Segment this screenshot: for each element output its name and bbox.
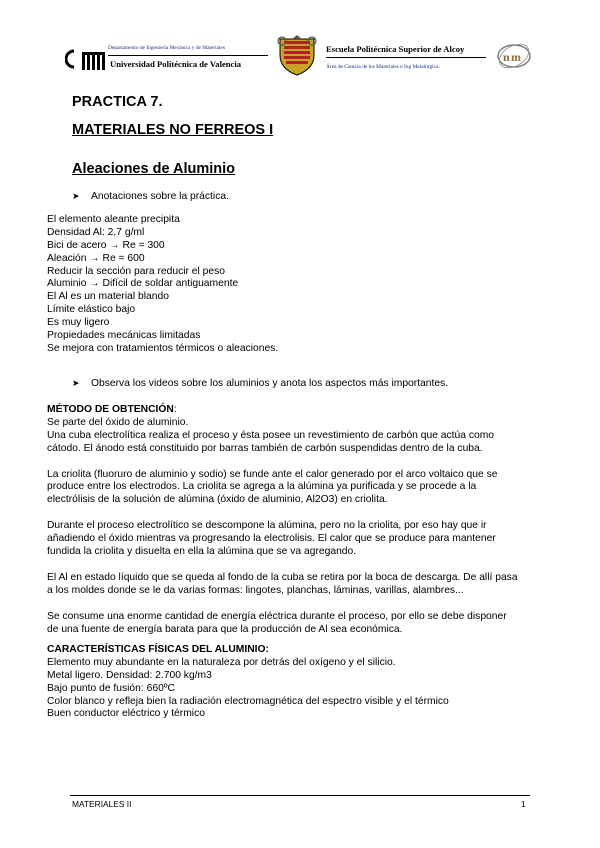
note-line: Bici de acero → Re = 300 xyxy=(47,239,165,251)
note-line: Límite elástico bajo xyxy=(47,304,136,316)
method-paragraph xyxy=(47,469,518,508)
method-line: cátodo. El ánodo está constituido por barras también de carbón suspendidas dentro de la cuba. xyxy=(47,442,483,454)
arrow-bullet-icon: ➤ xyxy=(72,378,80,388)
svg-text:n: n xyxy=(503,50,510,64)
svg-text:m: m xyxy=(511,50,521,64)
physical-line: Metal ligero. Densidad: 2.700 kg/m3 xyxy=(47,669,212,681)
method-line: Una cuba electrolítica realiza el proceso y ésta posee un revestimiento de carbón que actúa como xyxy=(47,429,495,441)
method-section xyxy=(47,404,518,636)
method-heading-colon: : xyxy=(173,404,177,415)
header-left-rule xyxy=(108,55,268,56)
note-line: El elemento aleante precipita xyxy=(47,214,180,225)
physical-line: Bajo punto de fusión: 660ºC xyxy=(47,682,175,694)
method-heading-text: MÉTODO DE OBTENCIÓN xyxy=(47,404,174,415)
method-line: El Al en estado líquido que se queda al fondo de la cuba se retira por la boca de descarga. De allí pasa xyxy=(47,571,518,583)
note-line: Es muy ligero xyxy=(47,317,110,329)
method-line: produce entre los electrodos. La criolita se agrega a la alúmina ya purificada y se procede a la xyxy=(47,481,477,493)
practice-subtitle: MATERIALES NO FERREOS I xyxy=(72,122,274,138)
cim-logo-icon xyxy=(65,46,109,72)
method-line: Durante el proceso electrolítico se descompone la alúmina, pero no la criolita, por eso hay que ir xyxy=(47,520,487,532)
method-line: añadiendo el óxido mientras va progresando la electrolisis. El calor que se produce para mantener xyxy=(47,533,496,545)
method-paragraph xyxy=(47,417,518,456)
university-shield-icon xyxy=(274,33,320,77)
physical-line: Buen conductor eléctrico y térmico xyxy=(47,708,205,720)
method-line: fundida la criolita y disuelta en ella la alúmina que se va agregando. xyxy=(47,546,357,558)
bullet-annotations xyxy=(72,191,229,202)
bullet-videos xyxy=(72,378,448,389)
physical-line: Color blanco y refleja bien la radiación electromagnética del espectro visible y el térmico xyxy=(47,695,449,707)
method-line: a los moldes donde se le da varias formas: lingotes, planchas, láminas, varillas, alambres... xyxy=(47,584,464,596)
physical-section xyxy=(47,644,449,721)
university-name: Universidad Politécnica de Valencia xyxy=(110,59,242,69)
note-line: Propiedades mecánicas limitadas xyxy=(47,330,201,342)
physical-list xyxy=(47,657,449,721)
practice-title: PRACTICA 7. xyxy=(72,94,163,110)
footer-course: MATERIALES II xyxy=(72,799,132,809)
method-line: electrólisis de la solución de alúmina (óxido de aluminio, Al2O3) en criolita. xyxy=(47,494,388,506)
notes-list xyxy=(47,214,278,356)
section-title: Aleaciones de Aluminio xyxy=(72,161,236,177)
method-heading xyxy=(47,404,518,417)
note-line: El Al es un material blando xyxy=(47,291,169,303)
note-line: Aleación → Re = 600 xyxy=(47,252,145,264)
note-line: Densidad Al: 2,7 g/ml xyxy=(47,226,145,238)
note-line: Reducir la sección para reducir el peso xyxy=(47,265,225,277)
physical-line: Elemento muy abundante en la naturaleza por detrás del oxígeno y el silicio. xyxy=(47,656,396,668)
bullet-annotations-text: Anotaciones sobre la práctica. xyxy=(91,191,229,202)
note-line: Aluminio → Difícil de soldar antiguamente xyxy=(47,278,239,290)
physical-heading: CARACTERÍSTICAS FÍSICAS DEL ALUMINIO: xyxy=(47,644,269,655)
method-paragraph xyxy=(47,520,518,559)
school-name: Escuela Politécnica Superior de Alcoy xyxy=(326,44,465,54)
footer-rule xyxy=(70,795,530,796)
department-name: Departamento de Ingeniería Mecánica y de Materiales xyxy=(108,45,226,51)
materials-area-logo-icon xyxy=(495,40,533,74)
method-line: Se parte del óxido de aluminio. xyxy=(47,416,189,428)
method-line: La criolita (fluoruro de aluminio y sodio) se funde ante el calor generado por el arco voltaico que se xyxy=(47,468,498,480)
method-line: de una fuente de energía barata para que la producción de Al sea económica. xyxy=(47,623,403,635)
note-line: Se mejora con tratamientos térmicos o aleaciones. xyxy=(47,342,279,354)
arrow-bullet-icon: ➤ xyxy=(72,191,80,201)
area-name: Área de Ciencia de los Materiales e Ing Metalúrgica. xyxy=(326,64,440,70)
bullet-videos-text: Observa los videos sobre los aluminios y anota los aspectos más importantes. xyxy=(91,378,449,389)
method-line: Se consume una enorme cantidad de energía eléctrica durante el proceso, por ello se debe disponer xyxy=(47,610,507,622)
method-paragraph xyxy=(47,572,518,598)
header-right-rule xyxy=(326,57,486,58)
page-header xyxy=(0,0,600,80)
footer-page-number: 1 xyxy=(521,799,526,809)
method-paragraph xyxy=(47,611,518,637)
